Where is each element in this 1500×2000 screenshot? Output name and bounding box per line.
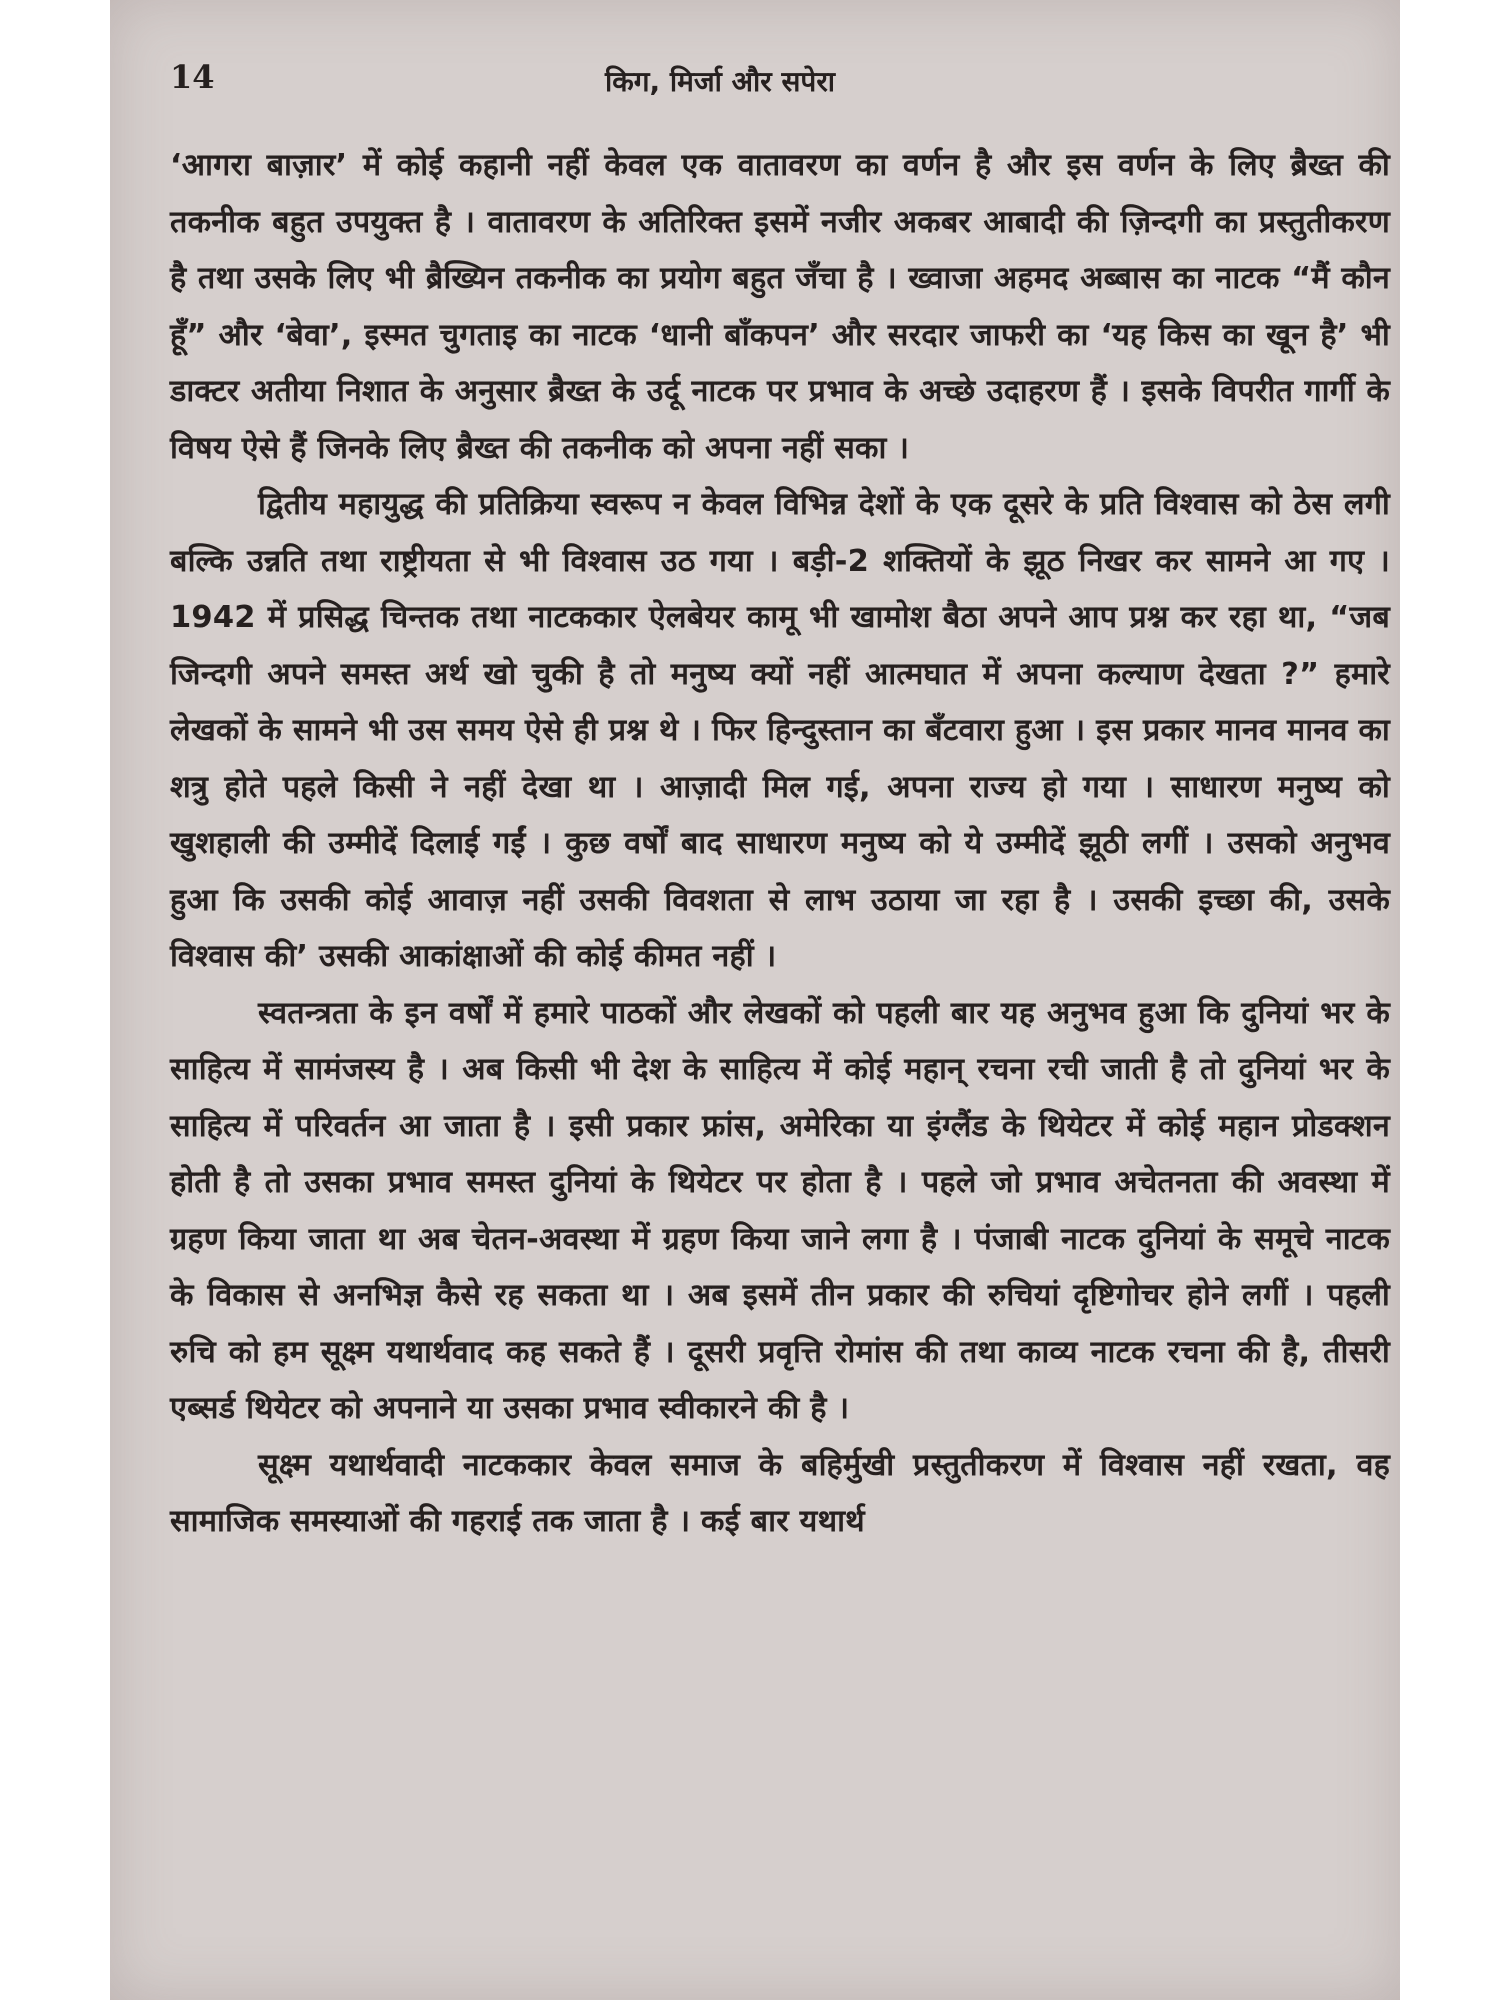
- running-title: किग, मिर्जा और सपेरा: [604, 65, 836, 98]
- page-number: 14: [170, 58, 215, 96]
- paragraph-1: ‘आगरा बाज़ार’ में कोई कहानी नहीं केवल एक वातावरण का वर्णन है और इस वर्णन के लिए ब्रैख्त की तकनीक बहुत उपयुक्त है । वातावरण के अतिरिक्त इसमें नजीर अकबर आबादी की ज़िन्दगी का प्रस्तुतीकरण है तथा उसके लिए भी ब्रैख्यिन तकनीक का प्रयोग बहुत जँचा है । ख्वाजा अहमद अब्बास का नाटक “मैं कौन हूँ” और ‘बेवा’, इस्मत चुगताइ का नाटक ‘धानी बाँकपन’ और सरदार जाफरी का ‘यह किस का खून है’ भी डाक्टर अतीया निशात के अनुसार ब्रैख्त के उर्दू नाटक पर प्रभाव के अच्छे उदाहरण हैं । इसके विपरीत गार्गी के विषय ऐसे हैं जिनके लिए ब्रैख्त की तकनीक को अपना नहीं सका ।: [170, 148, 1390, 466]
- paragraph-2: द्वितीय महायुद्ध की प्रतिक्रिया स्वरूप न केवल विभिन्न देशों के एक दूसरे के प्रति विश्वास को ठेस लगी बल्कि उन्नति तथा राष्ट्रीयता से भी विश्वास उठ गया । बड़ी-2 शक्तियों के झूठ निखर कर सामने आ गए । 1942 में प्रसिद्ध चिन्तक तथा नाटककार ऐलबेयर कामू भी खामोश बैठा अपने आप प्रश्न कर रहा था, “जब जिन्दगी अपने समस्त अर्थ खो चुकी है तो मनुष्य क्यों नहीं आत्मघात में अपना कल्याण देखता ?” हमारे लेखकों के सामने भी उस समय ऐसे ही प्रश्न थे । फिर हिन्दुस्तान का बँटवारा हुआ । इस प्रकार मानव मानव का शत्रु होते पहले किसी ने नहीं देखा था । आज़ादी मिल गई, अपना राज्य हो गया । साधारण मनुष्य को खुशहाली की उम्मीदें दिलाई गईं । कुछ वर्षों बाद साधारण मनुष्य को ये उम्मीदें झूठी लगीं । उसको अनुभव हुआ कि उसकी कोई आवाज़ नहीं उसकी विवशता से लाभ उठाया जा रहा है । उसकी इच्छा की, उसके विश्वास की’ उसकी आकांक्षाओं की कोई कीमत नहीं ।: [170, 487, 1390, 974]
- book-page: [170, 40, 1390, 1990]
- body-text: [170, 138, 1390, 1551]
- paragraph-3: स्वतन्त्रता के इन वर्षों में हमारे पाठकों और लेखकों को पहली बार यह अनुभव हुआ कि दुनियां भर के साहित्य में सामंजस्य है । अब किसी भी देश के साहित्य में कोई महान् रचना रची जाती है तो दुनियां भर के साहित्य में परिवर्तन आ जाता है । इसी प्रकार फ्रांस, अमेरिका या इंग्लैंड के थियेटर में कोई महान प्रोडक्शन होती है तो उसका प्रभाव समस्त दुनियां के थियेटर पर होता है । पहले जो प्रभाव अचेतनता की अवस्था में ग्रहण किया जाता था अब चेतन-अवस्था में ग्रहण किया जाने लगा है । पंजाबी नाटक दुनियां के समूचे नाटक के विकास से अनभिज्ञ कैसे रह सकता था । अब इसमें तीन प्रकार की रुचियां दृष्टिगोचर होने लगीं । पहली रुचि को हम सूक्ष्म यथार्थवाद कह सकते हैं । दूसरी प्रवृत्ति रोमांस की तथा काव्य नाटक रचना की है, तीसरी एब्सर्ड थियेटर को अपनाने या उसका प्रभाव स्वीकारने की है ।: [170, 995, 1390, 1426]
- page-header: [170, 40, 1390, 100]
- paragraph-4: सूक्ष्म यथार्थवादी नाटककार केवल समाज के बहिर्मुखी प्रस्तुतीकरण में विश्वास नहीं रखता, वह सामाजिक समस्याओं की गहराई तक जाता है । कई बार यथार्थ: [170, 1447, 1390, 1539]
